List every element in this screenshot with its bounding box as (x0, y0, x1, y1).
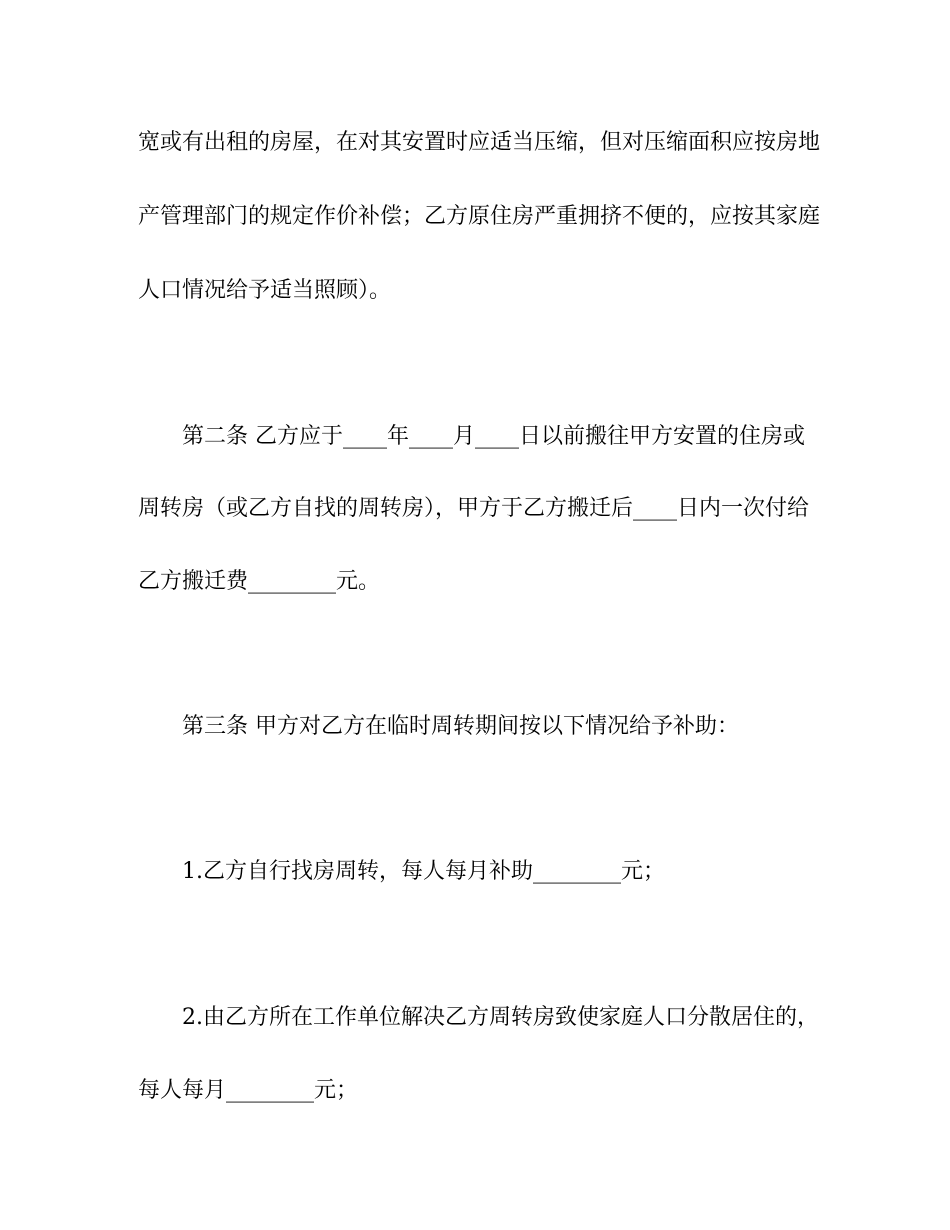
text-line: 第二条 乙方应于____年____月____日以前搬往甲方安置的住房或 (182, 424, 805, 449)
text-line: 2.由乙方所在工作单位解决乙方周转房致使家庭人口分散居住的， (182, 1005, 819, 1030)
text-line: 1.乙方自行找房周转，每人每月补助________元； (182, 859, 665, 884)
text-line: 乙方搬迁费________元。 (138, 569, 381, 594)
text-line: 人口情况给予适当照顾）。 (138, 278, 392, 303)
text-line: 每人每月________元； (138, 1078, 359, 1103)
text-line: 周转房（或乙方自找的周转房），甲方于乙方搬迁后____日内一次付给 (138, 496, 810, 521)
text-line: 宽或有出租的房屋，在对其安置时应适当压缩，但对压缩面积应按房地 (138, 130, 821, 155)
text-line: 产管理部门的规定作价补偿；乙方原住房严重拥挤不便的，应按其家庭 (138, 204, 821, 229)
text-line: 第三条 甲方对乙方在临时周转期间按以下情况给予补助： (182, 714, 739, 739)
